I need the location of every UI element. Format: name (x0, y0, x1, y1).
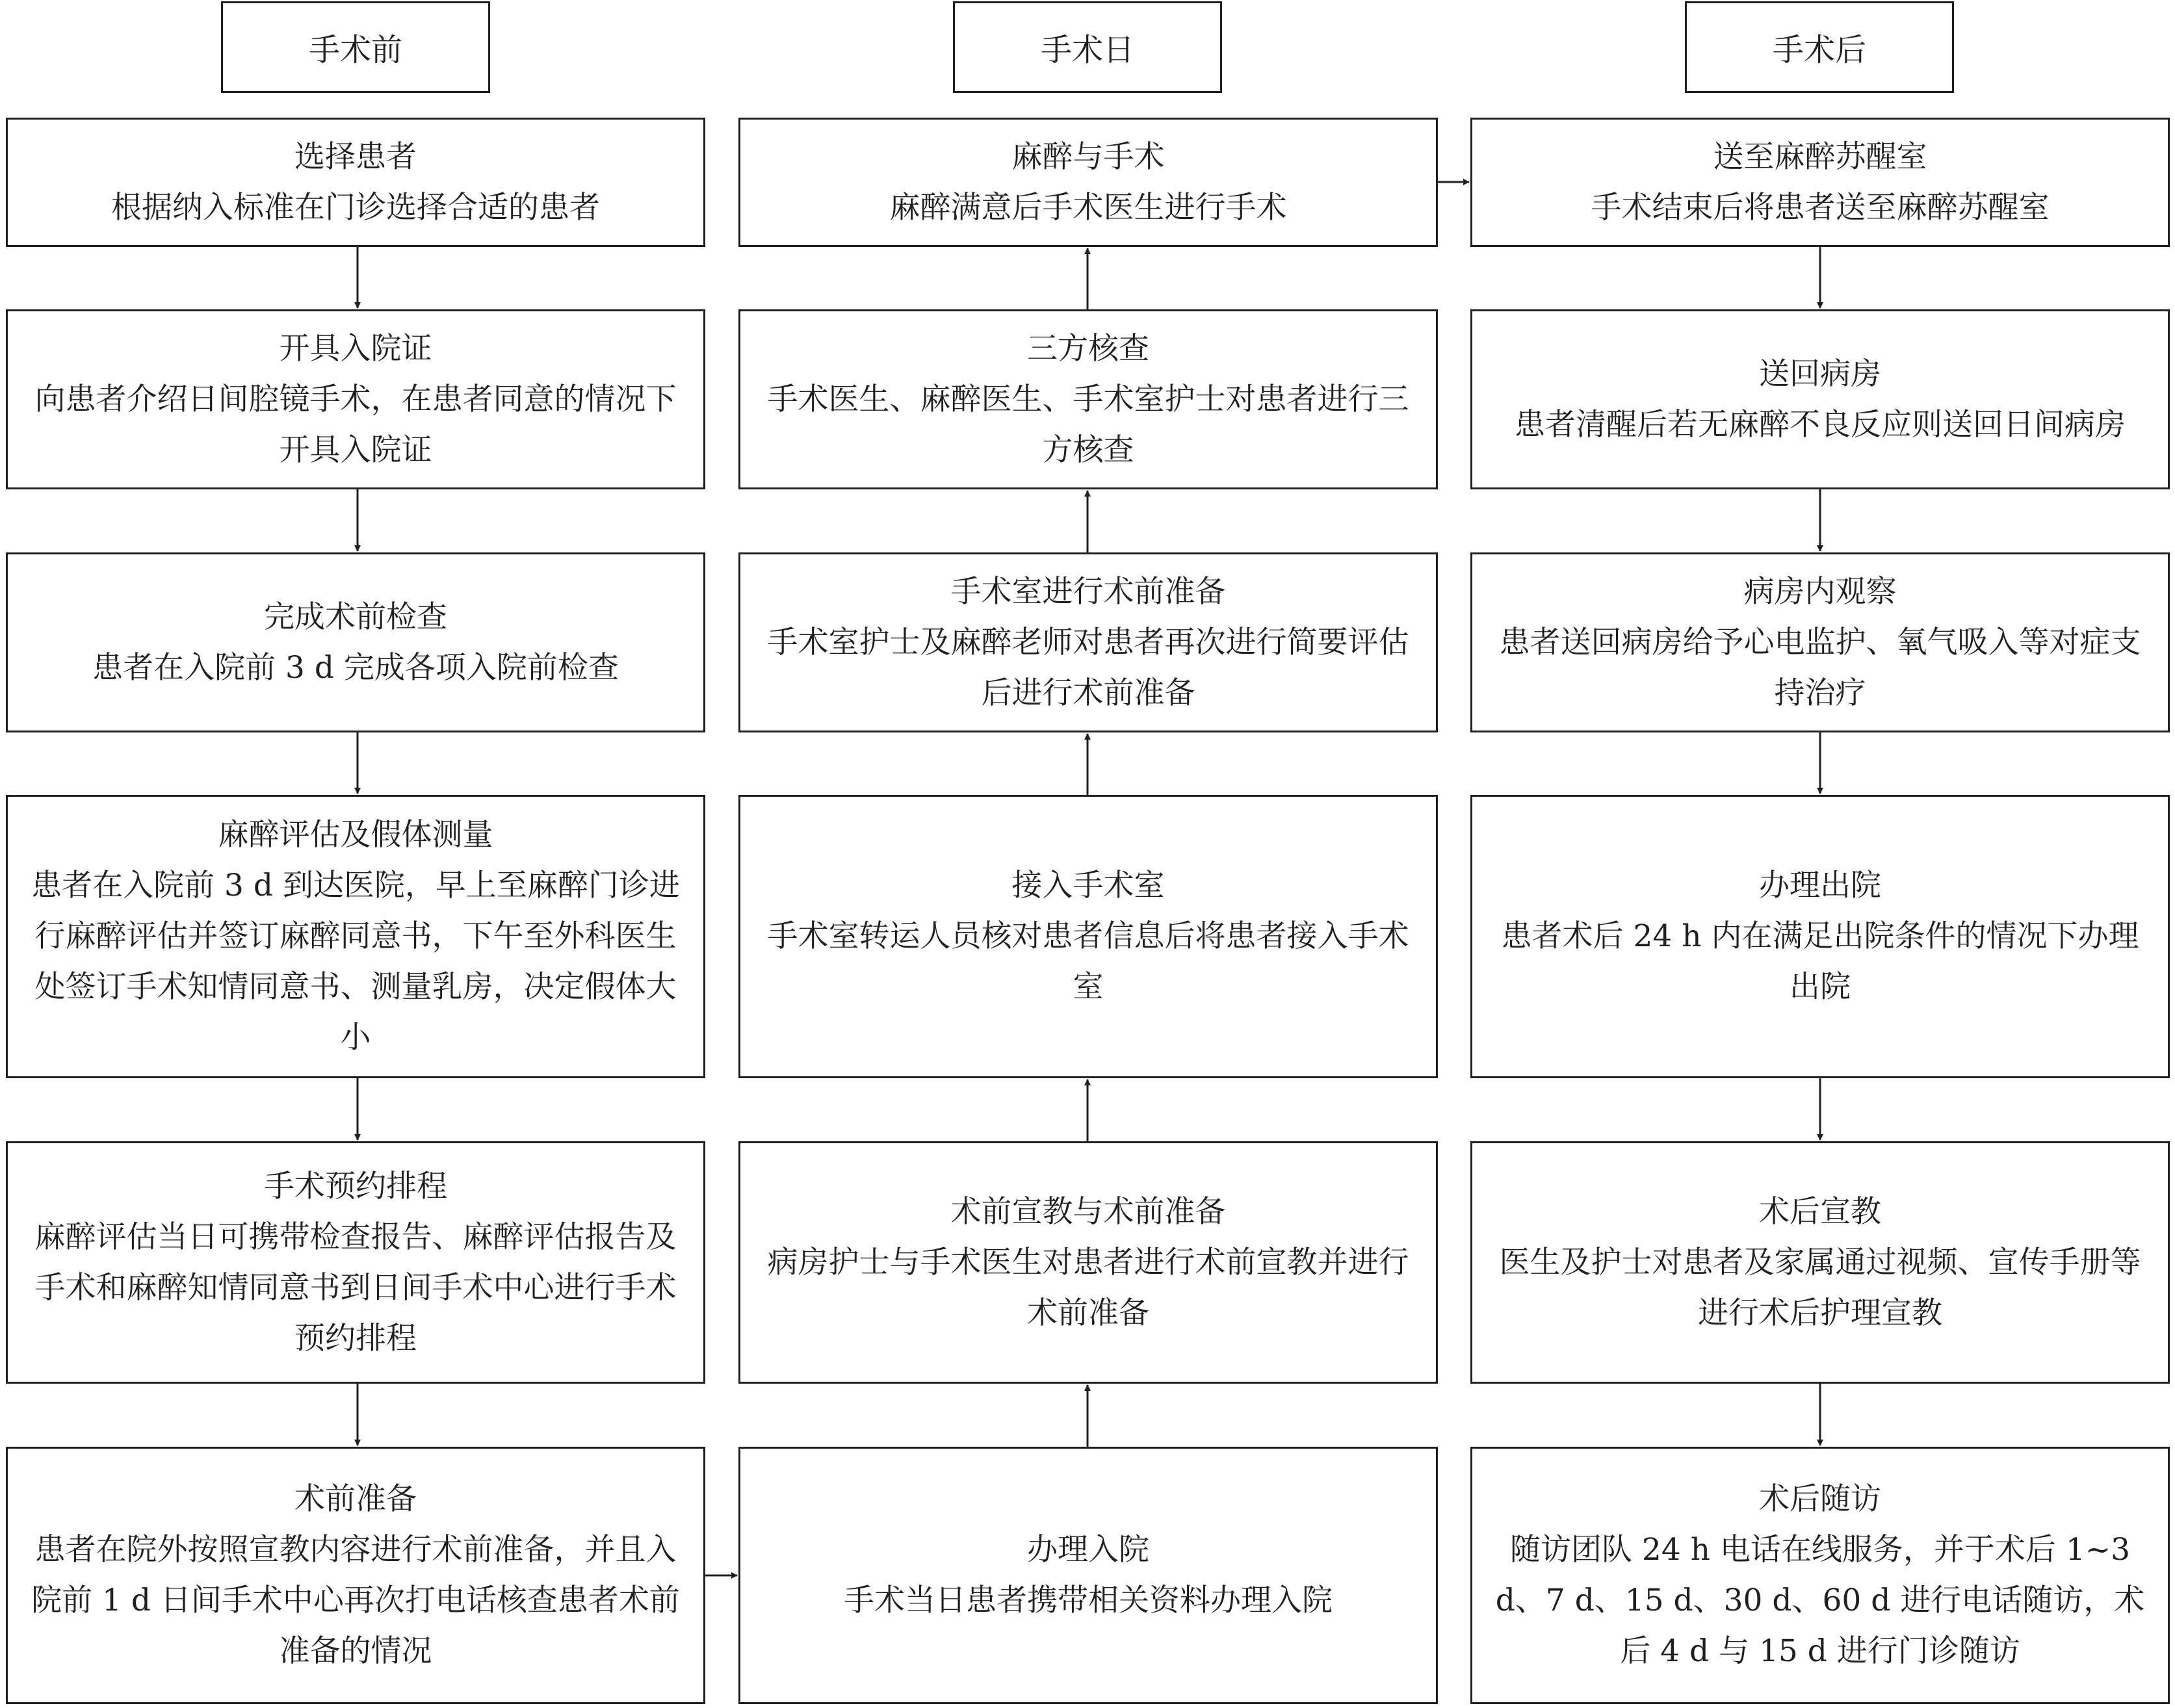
step-desc: 患者送回病房给予心电监护、氧气吸入等对症支持治疗 (1499, 624, 2141, 711)
step-title: 接入手术室 (1011, 868, 1165, 903)
step-desc: 患者在院外按照宣教内容进行术前准备，并且入院前 1 d 日间手术中心再次打电话核查患者术前准备的情况 (31, 1532, 680, 1669)
step-desc: 手术医生、麻醉医生、手术室护士对患者进行三方核查 (767, 381, 1409, 468)
step-title: 送回病房 (1759, 356, 1881, 392)
header-post-surgery: 手术后 (1685, 1, 1954, 93)
step-recovery-room (1470, 118, 2170, 247)
step-preop-preparation (6, 1447, 705, 1704)
step-return-to-ward (1470, 309, 2170, 489)
step-admission (738, 1447, 1438, 1704)
step-title: 办理出院 (1759, 868, 1881, 903)
step-title: 麻醉评估及假体测量 (218, 817, 493, 853)
step-anesthesia-and-surgery (738, 118, 1438, 247)
step-title: 送至麻醉苏醒室 (1713, 138, 1927, 175)
step-desc: 手术当日患者携带相关资料办理入院 (844, 1583, 1333, 1618)
step-desc: 手术室护士及麻醉老师对患者再次进行简要评估后进行术前准备 (767, 624, 1409, 711)
step-desc: 根据纳入标准在门诊选择合适的患者 (111, 189, 600, 226)
step-desc: 手术室转运人员核对患者信息后将患者接入手术室 (767, 918, 1409, 1005)
step-title: 三方核查 (1027, 330, 1149, 367)
step-desc: 病房护士与手术医生对患者进行术前宣教并进行术前准备 (767, 1244, 1409, 1331)
step-or-preparation (738, 552, 1438, 732)
step-title: 术前宣教与术前准备 (950, 1193, 1226, 1230)
step-desc: 患者在入院前 3 d 完成各项入院前检查 (92, 649, 619, 686)
step-title: 手术室进行术前准备 (950, 573, 1226, 610)
step-title: 病房内观察 (1743, 573, 1897, 610)
step-title: 麻醉与手术 (1011, 138, 1165, 175)
step-desc: 向患者介绍日间腔镜手术，在患者同意的情况下开具入院证 (34, 381, 677, 468)
step-discharge (1470, 795, 2170, 1078)
step-preop-exam (6, 552, 705, 732)
step-title: 术后宣教 (1759, 1193, 1881, 1230)
step-ward-observation (1470, 552, 2170, 732)
step-title: 办理入院 (1027, 1532, 1149, 1568)
step-desc: 患者术后 24 h 内在满足出院条件的情况下办理出院 (1501, 918, 2139, 1005)
step-desc: 患者清醒后若无麻醉不良反应则送回日间病房 (1515, 406, 2126, 443)
step-select-patient (6, 118, 705, 247)
step-preop-education (738, 1141, 1438, 1384)
step-title: 完成术前检查 (264, 599, 447, 635)
step-title: 选择患者 (294, 138, 417, 175)
step-postop-education (1470, 1141, 2170, 1384)
step-transfer-to-or (738, 795, 1438, 1078)
step-desc: 手术结束后将患者送至麻醉苏醒室 (1591, 189, 2050, 226)
header-pre-surgery: 手术前 (221, 1, 490, 93)
step-desc: 随访团队 24 h 电话在线服务，并于术后 1~3 d、7 d、15 d、30 d、60 d 进行电话随访，术后 4 d 与 15 d 进行门诊随访 (1495, 1532, 2145, 1669)
step-desc: 患者在入院前 3 d 到达医院，早上至麻醉门诊进行麻醉评估并签订麻醉同意书，下午至外科医生处签订手术知情同意书、测量乳房，决定假体大小 (31, 868, 680, 1055)
step-title: 手术预约排程 (264, 1168, 447, 1204)
step-desc: 麻醉评估当日可携带检查报告、麻醉评估报告及手术和麻醉知情同意书到日间手术中心进行手术预约排程 (34, 1219, 677, 1356)
step-desc: 麻醉满意后手术医生进行手术 (889, 189, 1287, 226)
step-anesthesia-assessment (6, 795, 705, 1078)
header-surgery-day: 手术日 (953, 1, 1222, 93)
step-surgery-scheduling (6, 1141, 705, 1384)
step-three-party-check (738, 309, 1438, 489)
step-admission-certificate (6, 309, 705, 489)
step-desc: 医生及护士对患者及家属通过视频、宣传手册等进行术后护理宣教 (1499, 1244, 2141, 1331)
step-title: 术后随访 (1759, 1481, 1881, 1517)
step-followup (1470, 1447, 2170, 1704)
step-title: 开具入院证 (279, 330, 432, 367)
step-title: 术前准备 (294, 1481, 417, 1517)
